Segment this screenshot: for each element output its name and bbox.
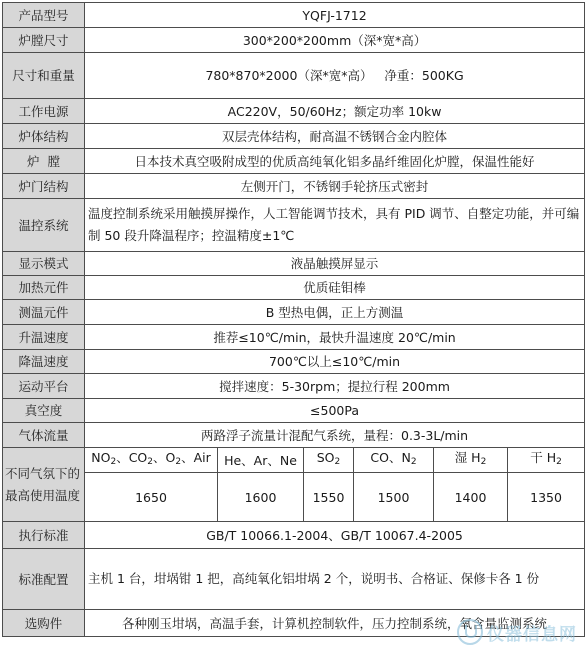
row-display [3,252,585,276]
gas-name: $SO_2$ [304,448,354,473]
row-body [3,124,585,149]
label-standard: 执行标准 [3,522,85,549]
gas-temp-value: 1350 [508,473,585,522]
value-chamber-size: 300*200*200mm（深*宽*高） [85,28,585,53]
row-vacuum [3,399,585,423]
label-chamber-size: 炉膛尺寸 [3,28,85,53]
label-power: 工作电源 [3,99,85,124]
label-vacuum: 真空度 [3,399,85,423]
row-gas-names [3,448,585,473]
gas-name: 干 $H_2$ [508,448,585,473]
gas-temp-value: 1650 [85,473,218,522]
value-chamber: 日本技术真空吸附成型的优质高纯氧化铝多晶纤维固化炉膛，保温性能好 [85,149,585,174]
gas-temp-value: 1400 [434,473,508,522]
label-body: 炉体结构 [3,124,85,149]
value-config: 主机 1 台，坩埚钳 1 把，高纯氧化铝坩埚 2 个，说明书、合格证、保修卡各 1 份 [85,549,585,610]
value-display: 液晶触摸屏显示 [85,252,585,276]
label-heat-rate: 升温速度 [3,325,85,350]
value-heating: 优质硅钼棒 [85,276,585,300]
value-standard: GB/T 10066.1-2004、GB/T 10067.4-2005 [85,522,585,549]
gas-name: $NO_2$、$CO_2$、$O_2$、Air [85,448,218,473]
gas-name: 湿 $H_2$ [434,448,508,473]
value-size-weight: 780*870*2000（深*宽*高） 净重：500KG [85,53,585,99]
value-door: 左侧开门，不锈钢手轮挤压式密封 [85,174,585,199]
label-platform: 运动平台 [3,374,85,399]
row-power [3,99,585,124]
gas-name: CO、$N_2$ [354,448,434,473]
label-gas-temp: 不同气氛下的最高使用温度 [3,448,85,522]
gas-temp-value: 1600 [218,473,304,522]
value-sensor: B 型热电偶，正上方测温 [85,300,585,325]
row-cool-rate [3,350,585,374]
value-model: YQFJ-1712 [85,3,585,28]
gas-temp-value: 1550 [304,473,354,522]
value-platform: 搅拌速度：5-30rpm；提拉行程 200mm [85,374,585,399]
label-optional: 选购件 [3,610,85,637]
value-power: AC220V，50/60Hz；额定功率 10kw [85,99,585,124]
label-cool-rate: 降温速度 [3,350,85,374]
label-heating: 加热元件 [3,276,85,300]
row-standard [3,522,585,549]
row-door [3,174,585,199]
label-config: 标准配置 [3,549,85,610]
label-temp-control: 温控系统 [3,199,85,252]
label-model: 产品型号 [3,3,85,28]
value-heat-rate: 推荐≤10℃/min，最快升温速度 20℃/min [85,325,585,350]
row-gas-temps [3,473,585,522]
row-size-weight [3,53,585,99]
value-body: 双层壳体结构，耐高温不锈钢合金内腔体 [85,124,585,149]
watermark-text: 仪器信息网 [487,624,577,645]
label-door: 炉门结构 [3,174,85,199]
row-config [3,549,585,610]
row-sensor [3,300,585,325]
row-model [3,3,585,28]
row-chamber [3,149,585,174]
value-optional: 各种刚玉坩埚，高温手套，计算机控制软件，压力控制系统，氧含量监测系统 [85,610,585,637]
row-heat-rate [3,325,585,350]
value-gas-flow: 两路浮子流量计混配气系统，量程：0.3-3L/min [85,423,585,448]
watermark-logo-icon [457,619,483,645]
row-platform [3,374,585,399]
row-chamber-size [3,28,585,53]
watermark [457,619,577,645]
label-sensor: 测温元件 [3,300,85,325]
label-gas-flow: 气体流量 [3,423,85,448]
row-gas-flow [3,423,585,448]
row-heating [3,276,585,300]
row-temp-control [3,199,585,252]
label-display: 显示模式 [3,252,85,276]
value-vacuum: ≤500Pa [85,399,585,423]
label-size-weight: 尺寸和重量 [3,53,85,99]
label-chamber: 炉 膛 [3,149,85,174]
value-cool-rate: 700℃以上≤10℃/min [85,350,585,374]
gas-name: He、Ar、Ne [218,448,304,473]
value-temp-control: 温度控制系统采用触摸屏操作，人工智能调节技术，具有 PID 调节、自整定功能，并可编制 50 段升降温程序；控温精度±1℃ [85,199,585,252]
spec-table [2,2,585,637]
gas-temp-value: 1500 [354,473,434,522]
